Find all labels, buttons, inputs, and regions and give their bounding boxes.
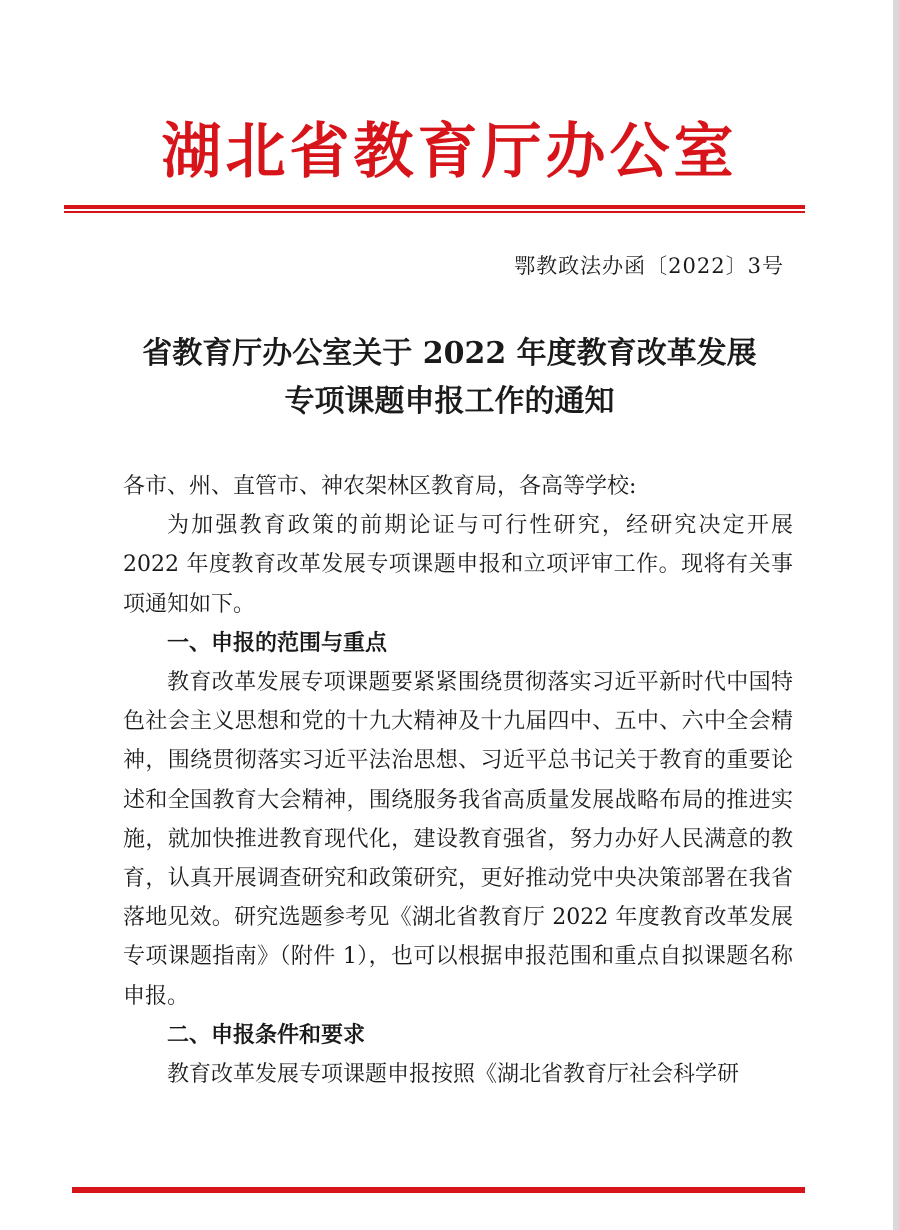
document-body (123, 467, 793, 1094)
document-number: 鄂教政法办函〔2022〕3号 (514, 254, 784, 278)
section-1-paragraph: 教育改革发展专项课题要紧紧围绕贯彻落实习近平新时代中国特色社会主义思想和党的十九大精神及十九届四中、五中、六中全会精神，围绕贯彻落实习近平法治思想、习近平总书记关于教育的重要论述和全国教育大会精神，围绕服务我省高质量发展战略布局的推进实施，就加快推进教育现代化，建设教育强省，努力办好人民满意的教育，认真开展调查研究和政策研究，更好推动党中央决策部署在我省落地见效。研究选题参考见《湖北省教育厅 2022 年度教育改革发展专项课题指南》（附件 1），也可以根据申报范围和重点自拟课题名称申报。 (123, 670, 793, 1009)
section-1-heading: 一、申报的范围与重点 (167, 630, 388, 656)
intro-paragraph: 为加强教育政策的前期论证与可行性研究，经研究决定开展2022 年度教育改革发展专项课题申报和立项评审工作。现将有关事项通知如下。 (123, 513, 793, 617)
addressee: 各市、州、直管市、神农架林区教育局，各高等学校: (123, 474, 637, 499)
section-2-paragraph: 教育改革发展专项课题申报按照《湖北省教育厅社会科学研 (167, 1062, 740, 1088)
section-2-heading: 二、申报条件和要求 (167, 1022, 366, 1048)
document-title-line-2: 专项课题申报工作的通知 (284, 384, 615, 419)
letterhead-divider (64, 205, 805, 213)
document-title-line-1: 省教育厅办公室关于 2022 年度教育改革发展 (142, 336, 757, 371)
footer-divider (72, 1185, 805, 1193)
document-title (0, 330, 899, 426)
letterhead-title: 湖北省教育厅办公室 (161, 117, 738, 187)
